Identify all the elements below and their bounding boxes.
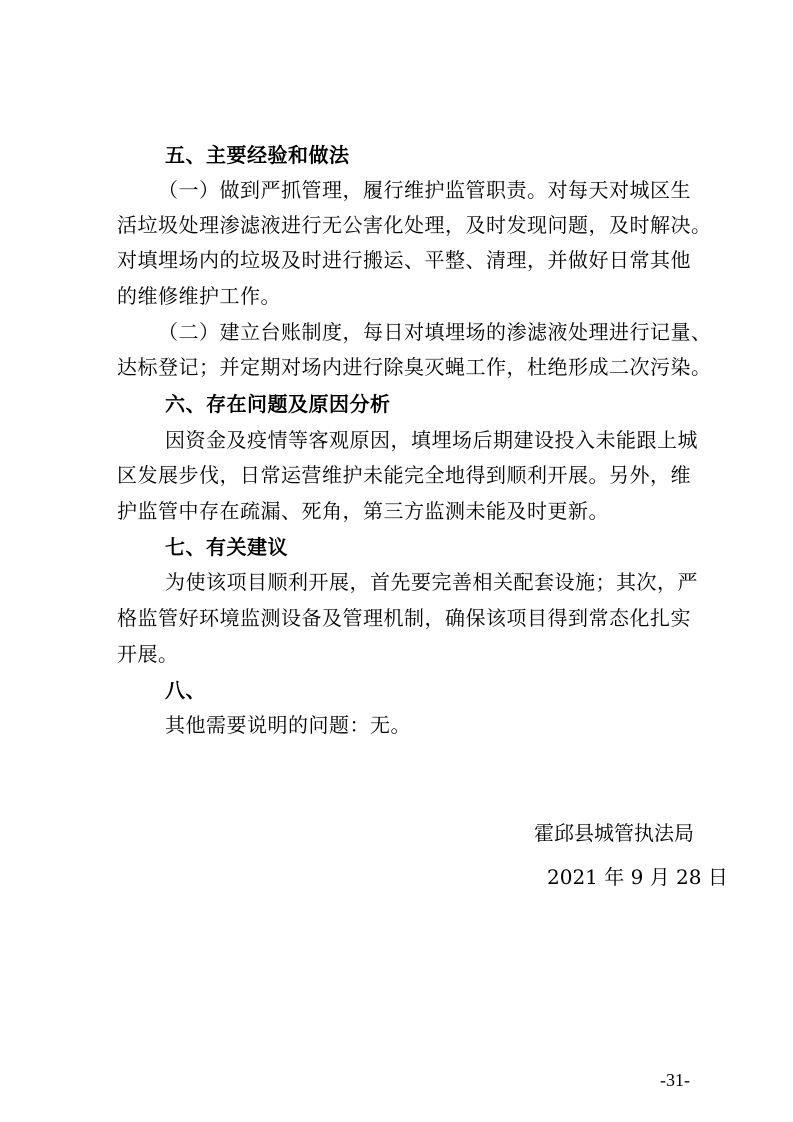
- section-6-heading: 六、存在问题及原因分析: [165, 392, 391, 416]
- section-5-line-6: 达标登记；并定期对场内进行除臭灭蝇工作，杜绝形成二次污染。: [117, 355, 712, 379]
- section-8-heading: 八、: [165, 678, 206, 702]
- section-6-line-1: 因资金及疫情等客观原因，填埋场后期建设投入未能跟上城: [165, 428, 698, 452]
- page-number: -31-: [660, 1070, 690, 1090]
- section-5-line-4: 的维修维护工作。: [117, 284, 281, 308]
- signature-date: 2021 年 9 月 28 日: [547, 865, 728, 889]
- section-7-heading: 七、有关建议: [165, 535, 288, 559]
- section-5-line-2: 活垃圾处理渗滤液进行无公害化处理，及时发现问题，及时解决。: [117, 213, 712, 237]
- section-5-line-5: （二）建立台账制度，每日对填埋场的渗滤液处理进行记量、: [158, 320, 712, 344]
- section-5-line-3: 对填埋场内的垃圾及时进行搬运、平整、清理，并做好日常其他: [117, 248, 691, 272]
- section-8-line-1: 其他需要说明的问题：无。: [165, 713, 411, 737]
- signature-org: 霍邱县城管执法局: [534, 821, 694, 845]
- section-7-line-1: 为使该项目顺利开展，首先要完善相关配套设施；其次，严: [165, 570, 698, 594]
- section-6-line-3: 护监管中存在疏漏、死角，第三方监测未能及时更新。: [117, 499, 609, 523]
- section-7-line-3: 开展。: [117, 642, 179, 666]
- section-7-line-2: 格监管好环境监测设备及管理机制，确保该项目得到常态化扎实: [117, 606, 691, 630]
- section-5-heading: 五、主要经验和做法: [165, 143, 350, 167]
- section-6-line-2: 区发展步伐，日常运营维护未能完全地得到顺利开展。另外，维: [117, 463, 691, 487]
- section-5-line-1: （一）做到严抓管理，履行维护监管职责。对每天对城区生: [158, 178, 691, 202]
